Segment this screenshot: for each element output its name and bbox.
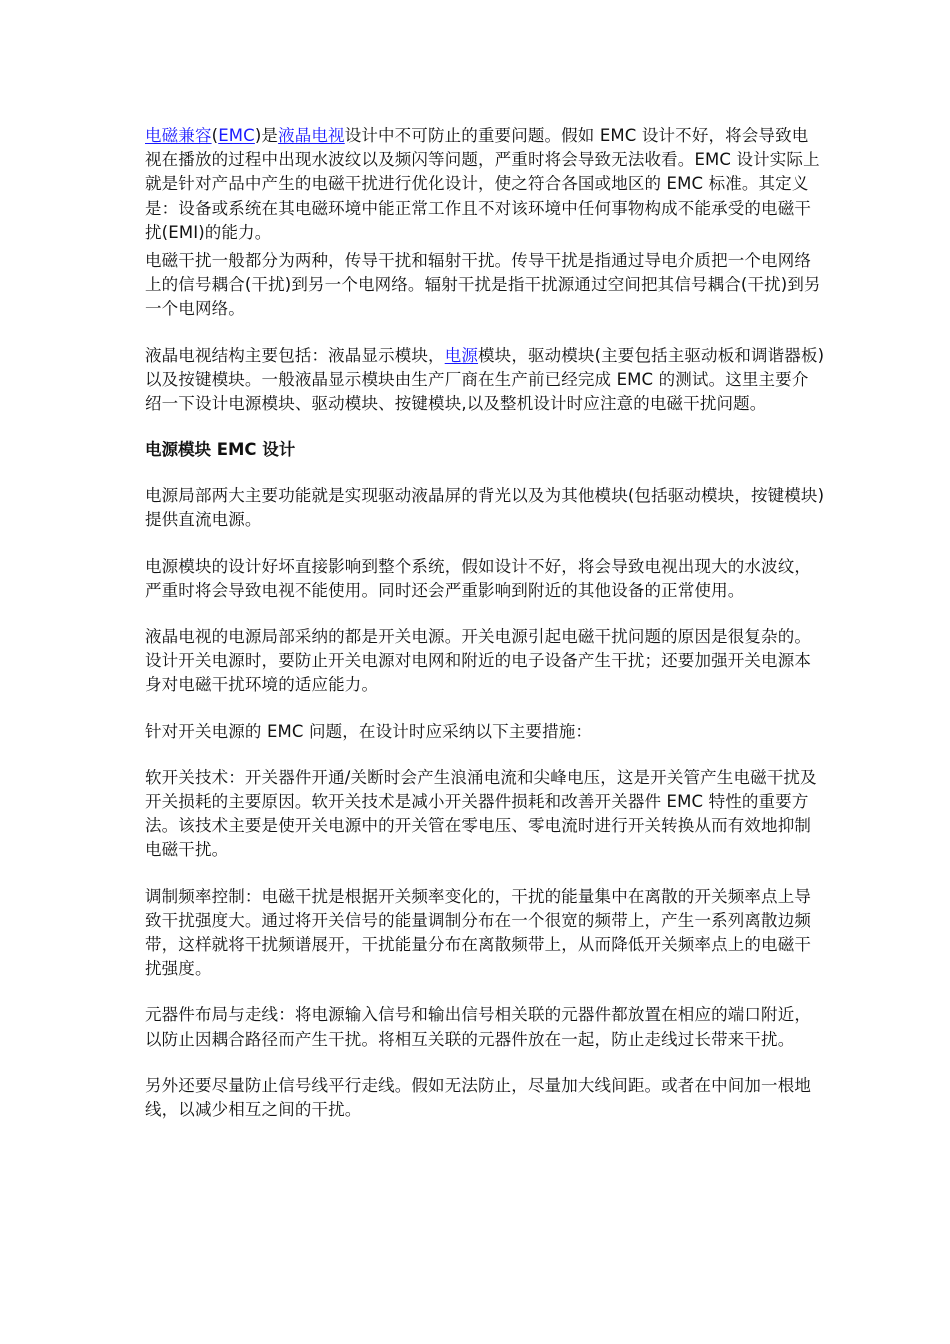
paragraph-switching-supply: 液晶电视的电源局部采纳的都是开关电源。开关电源引起电磁干扰问题的原因是很复杂的。设计开关电源时，要防止开关电源对电网和附近的电子设备产生干扰；还要加强开关电源本身对电磁干扰环境的适应能力。 [145, 627, 811, 695]
structure-paragraph [145, 344, 825, 417]
paren-open: ( [211, 126, 219, 145]
paragraph-soft-switching: 软开关技术：开关器件开通/关断时会产生浪涌电流和尖峰电压，这是开关管产生电磁干扰及开关损耗的主要原因。软开关技术是减小开关器件损耗和改善开关器件 EMC 特性的重要方法。该技术主要是使开关电源中的开关管在零电压、零电流时进行开关转换从而有效地抑制电磁干扰。 [145, 767, 817, 860]
emc-term-link[interactable]: 电磁兼容 [145, 126, 212, 145]
section-heading-power-emc: 电源模块 EMC 设计 [145, 440, 296, 460]
paragraph-power-impact: 电源模块的设计好坏直接影响到整个系统，假如设计不好，将会导致电视出现大的水波纹，严重时将会导致电视不能使用。同时还会严重影响到附近的其他设备的正常使用。 [145, 556, 811, 600]
interference-paragraph: 电磁干扰一般都分为两种，传导干扰和辐射干扰。传导干扰是指通过导电介质把一个电网络上的信号耦合(干扰)到另一个电网络。辐射干扰是指干扰源通过空间把其信号耦合(干扰)到另一个电网络。 [145, 251, 821, 319]
paragraph-layout-routing: 元器件布局与走线：将电源输入信号和输出信号相关联的元器件都放置在相应的端口附近，以防止因耦合路径而产生干扰。将相互关联的元器件放在一起，防止走线过长带来干扰。 [145, 1005, 811, 1049]
paragraph-measures-intro: 针对开关电源的 EMC 问题，在设计时应采纳以下主要措施： [145, 721, 593, 741]
paragraph-power-functions: 电源局部两大主要功能就是实现驱动液晶屏的背光以及为其他模块(包括驱动模块，按键模块)提供直流电源。 [145, 486, 825, 530]
intro-rest-text: 设计中不可防止的重要问题。假如 EMC 设计不好，将会导致电视在播放的过程中出现水波纹以及频闪等问题，严重时将会导致无法收看。EMC 设计实际上就是针对产品中产生的电磁干扰进行优化设计，使之符合各国或地区的 EMC 标准。其定义是：设备或系统在其电磁环境中能正常工作且不对该环境中任何事物构成不能承受的电磁干扰(EMI)的能力。 [145, 126, 820, 242]
power-link[interactable]: 电源 [444, 345, 479, 365]
structure-after-text: 模块，驱动模块(主要包括主驱动板和调谐器板)以及按键模块。一般液晶显示模块由生产厂商在生产前已经完成 EMC 的测试。这里主要介绍一下设计电源模块、驱动模块、按键模块,以及整机设计时应注意的电磁干扰问题。 [145, 345, 825, 414]
emc-abbr-link[interactable]: EMC [218, 126, 255, 145]
document-body [145, 124, 825, 1122]
paragraph-frequency-modulation: 调制频率控制：电磁干扰是根据开关频率变化的，干扰的能量集中在离散的开关频率点上导致干扰强度大。通过将开关信号的能量调制分布在一个很宽的频带上，产生一系列离散边频带，这样就将干扰频谱展开，干扰能量分布在离散频带上，从而降低开关频率点上的电磁干扰强度。 [145, 886, 811, 979]
paragraph-parallel-traces: 另外还要尽量防止信号线平行走线。假如无法防止，尽量加大线间距。或者在中间加一根地线，以减少相互之间的干扰。 [145, 1075, 811, 1120]
intro-paragraph [145, 124, 825, 245]
lcd-tv-link[interactable]: 液晶电视 [278, 126, 345, 145]
structure-before-text: 液晶电视结构主要包括：液晶显示模块， [145, 345, 445, 365]
paren-close-is: )是 [254, 126, 279, 145]
